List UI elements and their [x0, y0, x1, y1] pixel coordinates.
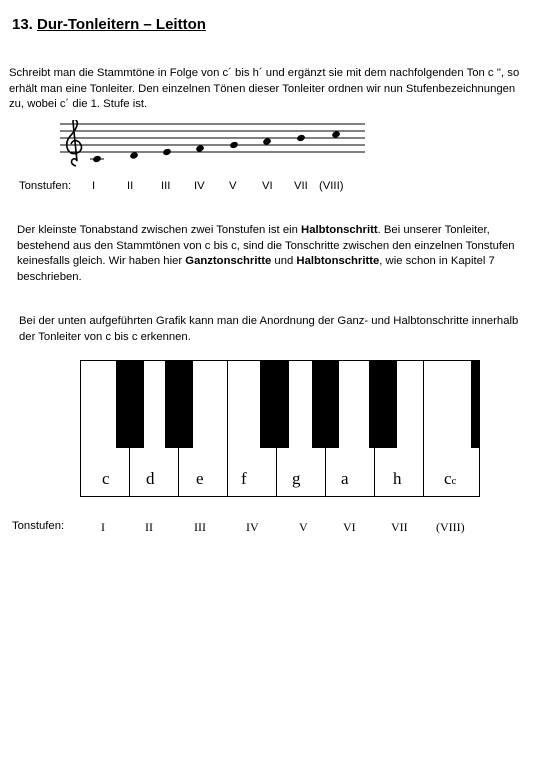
- term-halbtonschritte: Halbtonschritte: [296, 255, 380, 267]
- explanation-text: , wie schon in Kapitel 7 beschrieben.: [17, 255, 495, 283]
- title-main: Dur-Tonleitern – Leitton: [37, 16, 206, 33]
- intro-paragraph: Schreibt man die Stammtöne in Folge von c´ bis h´ und ergänzt sie mit dem nachfolgenden Ton c '', so erhält man eine Tonleiter. Den einzelnen Tönen dieser Tonleiter ordnen wir nun Stufenbezeichnungen zu, wobei c´ die 1. Stufe ist.: [9, 67, 520, 110]
- piano-degree: I: [101, 520, 105, 534]
- explanation-paragraph: [17, 223, 532, 285]
- treble-clef-icon: [67, 120, 82, 166]
- key-label: g: [292, 469, 301, 488]
- black-key-cis: [116, 361, 144, 448]
- staff-degree: I: [92, 180, 96, 192]
- black-key-fis: [260, 361, 289, 448]
- note-c2: [331, 130, 341, 138]
- piano-degree: II: [145, 520, 153, 534]
- piano-degree: III: [194, 520, 206, 534]
- explanation-text: und: [271, 255, 297, 267]
- term-ganztonschritte: Ganztonschritte: [185, 255, 272, 267]
- black-key-gis: [312, 361, 339, 448]
- black-key-dis: [165, 361, 193, 448]
- piano-row-label: Tonstufen:: [12, 520, 65, 532]
- note-h1: [296, 134, 306, 142]
- note-f1: [195, 144, 205, 152]
- piano-keyboard: [80, 360, 480, 498]
- note-a1: [262, 137, 272, 145]
- staff-notation: [60, 120, 365, 170]
- key-label-c2-small: c: [451, 475, 457, 487]
- explanation-text: Der kleinste Tonabstand zwischen zwei Tonstufen ist ein: [17, 224, 302, 236]
- key-label: e: [196, 469, 204, 488]
- staff-row-label: Tonstufen:: [19, 180, 72, 192]
- piano-degree: (VIII): [436, 520, 465, 534]
- note-g1: [229, 141, 239, 149]
- piano-degree: VII: [391, 520, 408, 534]
- black-key-ais: [369, 361, 397, 448]
- staff-degree: III: [161, 180, 171, 192]
- staff-degree: VI: [262, 180, 273, 192]
- key-label: a: [341, 469, 349, 488]
- staff-degree: VII: [294, 180, 308, 192]
- key-label: c: [102, 469, 110, 488]
- piano-degree: V: [299, 520, 308, 534]
- key-label-c2: [444, 469, 456, 489]
- piano-degree: VI: [343, 520, 356, 534]
- page-title: [12, 16, 206, 33]
- grafik-paragraph: Bei der unten aufgeführten Grafik kann man die Anordnung der Ganz- und Halbtonschritte innerhalb der Tonleiter von c bis c erkennen.: [19, 315, 519, 343]
- staff-degree: (VIII): [319, 180, 344, 192]
- note-d1: [129, 151, 139, 159]
- note-e1: [162, 148, 172, 156]
- term-halbtonschritt: Halbtonschritt: [301, 224, 378, 236]
- staff-degree: V: [229, 180, 237, 192]
- note-c1: [90, 155, 104, 163]
- staff-lines: [60, 124, 365, 152]
- staff-degree: IV: [194, 180, 205, 192]
- explanation-text: . Bei unserer Tonleiter, bestehend aus den Stammtönen von c bis c, sind die Tonschritte zwischen den einzelnen Tonstufen keinesfalls gleich. Wir haben hier: [17, 224, 515, 267]
- key-label: d: [146, 469, 155, 488]
- key-label-c2-big: c: [444, 469, 452, 488]
- black-key-cis2: [471, 361, 480, 448]
- key-label: f: [241, 469, 247, 488]
- staff-degree: II: [127, 180, 134, 192]
- piano-degree: IV: [246, 520, 259, 534]
- key-label: h: [393, 469, 402, 488]
- title-prefix: 13.: [12, 16, 38, 33]
